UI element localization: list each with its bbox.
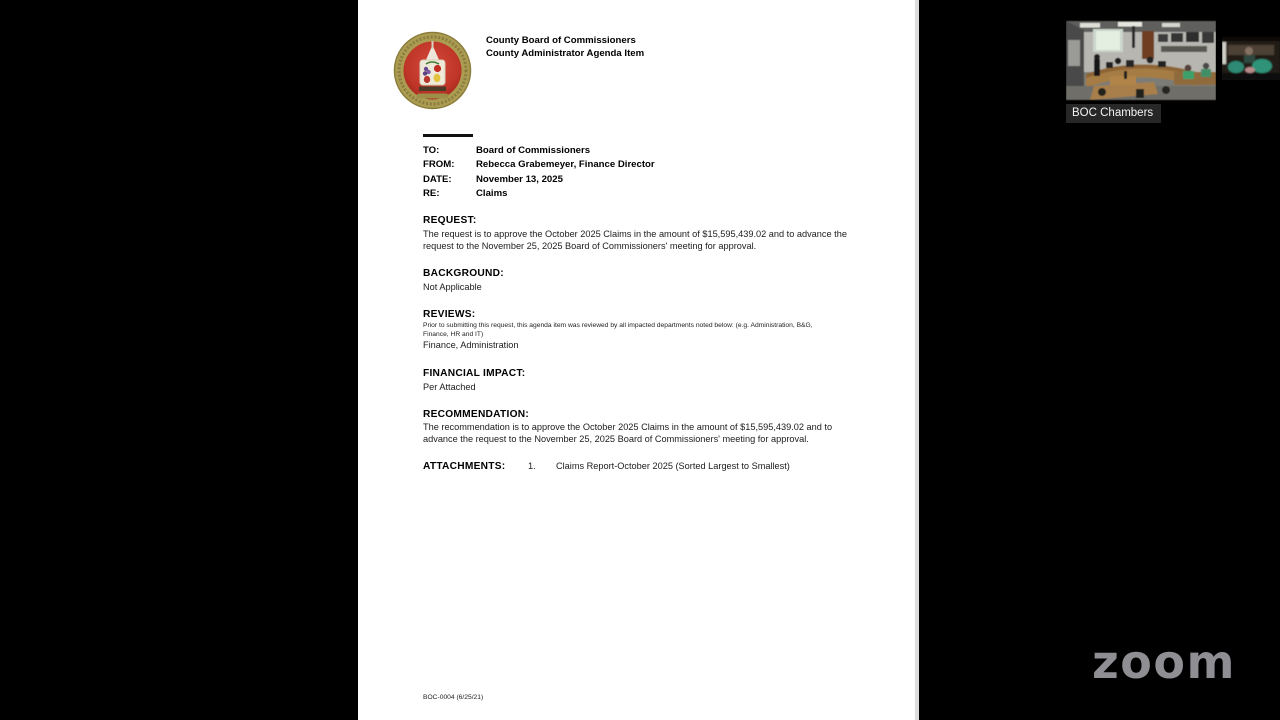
attachments-label: ATTACHMENTS:: [423, 461, 506, 472]
attachment-item-number: 1.: [528, 461, 536, 471]
section-heading-background: BACKGROUND:: [423, 268, 504, 279]
pip-video-tile[interactable]: [1222, 37, 1280, 80]
main-video-tile[interactable]: [1066, 16, 1216, 106]
memo-value: Rebecca Grabemeyer, Finance Director: [476, 159, 655, 171]
section-heading-request: REQUEST:: [423, 215, 477, 226]
section-body-recommendation: The recommendation is to approve the October 2025 Claims in the amount of $15,595,439.02 and to advance the request to the November 25, 2025 Board of Commissioners' meeting for approval.: [423, 422, 833, 444]
document-header: [486, 34, 644, 60]
memo-row-re: [423, 187, 655, 201]
section-heading-recommendation: RECOMMENDATION:: [423, 409, 529, 420]
memo-label: FROM:: [423, 159, 455, 171]
section-body-request: The request is to approve the October 2025 Claims in the amount of $15,595,439.02 and to advance the request to the November 25, 2025 Board of Commissioners' meeting for approval.: [423, 229, 847, 251]
participant-name-label: BOC Chambers: [1066, 104, 1161, 123]
memo-value: Claims: [476, 187, 508, 199]
chambers-camera-feed: [1066, 16, 1216, 106]
memo-row-to: [423, 144, 655, 158]
section-heading-financial-impact: FINANCIAL IMPACT:: [423, 368, 526, 379]
section-fineprint-reviews: Prior to submitting this request, this agenda item was reviewed by all impacted departments noted below: (e.g. Administration, B&G, Finance, HR and IT): [423, 322, 813, 338]
memo-row-date: [423, 173, 655, 187]
memo-value: November 13, 2025: [476, 173, 563, 185]
attachment-item-text: Claims Report-October 2025 (Sorted Largest to Smallest): [556, 461, 790, 471]
memo-row-from: [423, 158, 655, 172]
section-body-background: Not Applicable: [423, 282, 482, 292]
county-seal-logo: [393, 31, 472, 110]
section-heading-reviews: REVIEWS:: [423, 309, 476, 320]
memo-label: RE:: [423, 187, 440, 199]
document-page: [358, 0, 919, 720]
pip-camera-feed: [1222, 37, 1280, 80]
memo-block: [423, 144, 655, 201]
header-title-line2: County Administrator Agenda Item: [486, 48, 645, 59]
zoom-watermark: zoom: [1092, 635, 1236, 689]
divider-line: [423, 134, 473, 137]
memo-value: Board of Commissioners: [476, 145, 591, 156]
header-title-line1: County Board of Commissioners: [486, 35, 636, 46]
section-body-reviews: Finance, Administration: [423, 340, 519, 350]
section-body-financial-impact: Per Attached: [423, 382, 476, 392]
form-number-footer: BOC-0004 (6/25/21): [423, 694, 484, 701]
memo-label: DATE:: [423, 173, 452, 185]
memo-label: TO:: [423, 145, 440, 156]
